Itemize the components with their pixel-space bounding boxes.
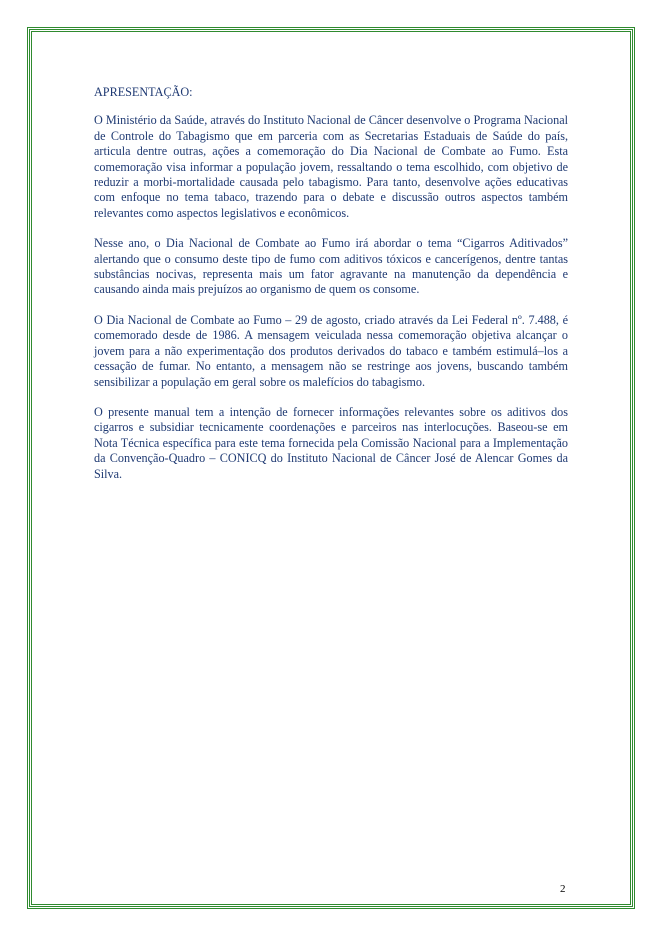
document-body [94, 85, 568, 497]
paragraph-history: O Dia Nacional de Combate ao Fumo – 29 de agosto, criado através da Lei Federal nº. 7.488, é comemorado desde de 1986. A mensagem veiculada nessa comemoração objetiva alcançar o jovem para a não experimentação dos produtos derivados do tabaco e também estimulá–los a cessação de fumar. No entanto, a mensagem não se restringe aos jovens, buscando também sensibilizar a população em geral sobre os malefícios do tabagismo. [94, 312, 568, 389]
paragraph-intro: O Ministério da Saúde, através do Instituto Nacional de Câncer desenvolve o Programa Nacional de Controle do Tabagismo que em parceria com as Secretarias Estaduais de Saúde do país, articula dentre outras, ações a comemoração do Dia Nacional de Combate ao Fumo. Esta comemoração visa informar a população jovem, ressaltando o tema escolhido, com objetivo de reduzir a morbi-mortalidade causada pelo tabagismo. Para tanto, desenvolve ações educativas com enfoque no tema tabaco, trazendo para o debate e discussão outros aspectos também relevantes como aspectos legislativos e econômicos. [94, 113, 568, 220]
paragraph-manual-purpose: O presente manual tem a intenção de fornecer informações relevantes sobre os aditivos dos cigarros e subsidiar tecnicamente coordenações e parceiros nas interlocuções. Baseou-se em Nota Técnica específica para este tema fornecida pela Comissão Nacional para a Implementação da Convenção-Quadro – CONICQ do Instituto Nacional de Câncer José de Alencar Gomes da Silva. [94, 404, 568, 481]
page-number: 2 [560, 883, 566, 895]
paragraph-theme: Nesse ano, o Dia Nacional de Combate ao Fumo irá abordar o tema “Cigarros Aditivados” alertando que o consumo deste tipo de fumo com aditivos tóxicos e cancerígenos, dentre tantas substâncias nocivas, representa mais um fator agravante na manutenção da dependência e causando ainda mais prejuízos ao organismo de quem os consome. [94, 236, 568, 297]
section-heading: APRESENTAÇÃO: [94, 85, 193, 99]
